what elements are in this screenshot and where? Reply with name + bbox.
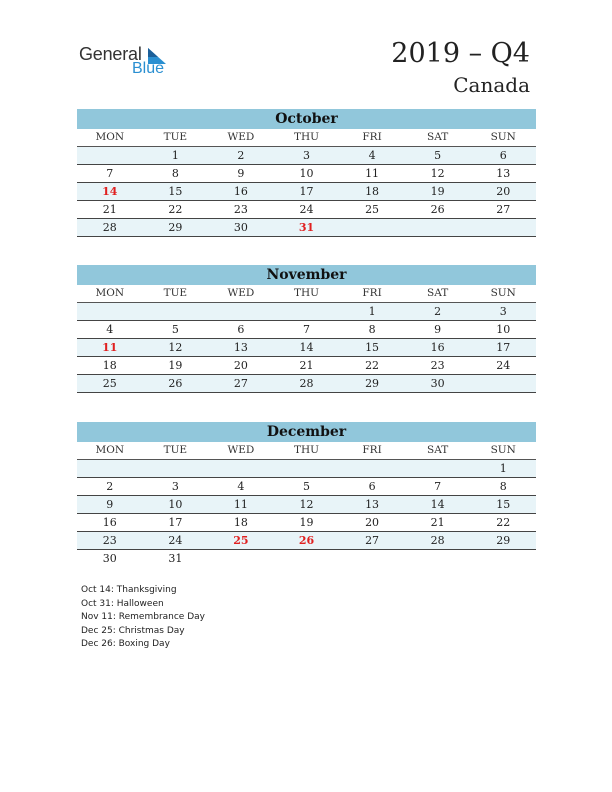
weekday-label: TUE bbox=[163, 131, 188, 143]
logo-word-blue: Blue bbox=[132, 60, 165, 77]
logo-word-general: General bbox=[79, 44, 142, 64]
weekday-label: FRI bbox=[362, 287, 382, 299]
day-cell: 12 bbox=[168, 341, 183, 354]
day-cell: 28 bbox=[102, 221, 117, 234]
day-cell bbox=[77, 147, 143, 164]
week-row bbox=[77, 321, 536, 339]
month-november bbox=[77, 265, 536, 393]
day-cell: 29 bbox=[496, 534, 511, 547]
holiday-note: Oct 31: Halloween bbox=[81, 598, 164, 609]
holiday-day-cell: 14 bbox=[102, 185, 118, 198]
day-cell: 10 bbox=[299, 167, 314, 180]
day-cell: 10 bbox=[168, 498, 183, 511]
day-cell bbox=[339, 550, 405, 567]
weekday-label: THU bbox=[293, 444, 319, 456]
week-row bbox=[77, 357, 536, 375]
day-cell: 5 bbox=[302, 480, 310, 493]
holiday-note: Dec 25: Christmas Day bbox=[81, 625, 185, 636]
weekday-label: FRI bbox=[362, 444, 382, 456]
day-cell: 11 bbox=[233, 498, 248, 511]
day-cell: 16 bbox=[430, 341, 445, 354]
day-cell: 30 bbox=[233, 221, 248, 234]
weekday-label: WED bbox=[227, 444, 255, 456]
day-cell: 28 bbox=[299, 377, 314, 390]
day-cell: 21 bbox=[430, 516, 445, 529]
day-cell: 5 bbox=[434, 149, 442, 162]
weekday-label: SAT bbox=[427, 444, 449, 456]
month-title: December bbox=[77, 422, 536, 442]
day-cell: 18 bbox=[233, 516, 248, 529]
weekday-header-row bbox=[77, 129, 536, 147]
day-cell: 27 bbox=[496, 203, 511, 216]
holiday-day-cell: 25 bbox=[233, 534, 249, 547]
day-cell: 2 bbox=[237, 149, 245, 162]
holiday-day-cell: 31 bbox=[298, 221, 315, 234]
day-cell bbox=[274, 303, 340, 320]
day-cell: 3 bbox=[302, 149, 310, 162]
week-row bbox=[77, 339, 536, 357]
day-cell: 24 bbox=[168, 534, 183, 547]
month-title: October bbox=[77, 109, 536, 129]
day-cell bbox=[77, 303, 143, 320]
week-row bbox=[77, 303, 536, 321]
day-cell: 30 bbox=[430, 377, 445, 390]
day-cell: 9 bbox=[434, 323, 442, 336]
day-cell: 7 bbox=[106, 167, 114, 180]
week-row bbox=[77, 550, 536, 567]
day-cell: 23 bbox=[430, 359, 445, 372]
week-row bbox=[77, 201, 536, 219]
day-cell: 27 bbox=[365, 534, 380, 547]
day-cell: 19 bbox=[168, 359, 183, 372]
month-october bbox=[77, 109, 536, 237]
logo bbox=[79, 44, 189, 80]
weekday-label: WED bbox=[227, 287, 255, 299]
day-cell bbox=[405, 550, 471, 567]
day-cell: 17 bbox=[299, 185, 314, 198]
day-cell: 28 bbox=[430, 534, 445, 547]
day-cell: 15 bbox=[496, 498, 511, 511]
day-cell bbox=[470, 375, 536, 392]
day-cell bbox=[143, 460, 209, 477]
page-subtitle: Canada bbox=[453, 73, 530, 97]
day-cell: 6 bbox=[499, 149, 507, 162]
week-row bbox=[77, 165, 536, 183]
day-cell: 24 bbox=[496, 359, 511, 372]
day-cell: 7 bbox=[302, 323, 310, 336]
day-cell: 15 bbox=[365, 341, 380, 354]
day-cell: 29 bbox=[365, 377, 380, 390]
day-cell: 22 bbox=[496, 516, 511, 529]
weekday-label: TUE bbox=[163, 444, 188, 456]
holiday-day-cell: 11 bbox=[102, 341, 118, 354]
day-cell: 1 bbox=[368, 305, 376, 318]
day-cell: 22 bbox=[365, 359, 380, 372]
day-cell: 12 bbox=[299, 498, 314, 511]
day-cell: 26 bbox=[168, 377, 183, 390]
day-cell: 20 bbox=[233, 359, 248, 372]
day-cell: 13 bbox=[233, 341, 248, 354]
day-cell: 14 bbox=[299, 341, 314, 354]
week-row bbox=[77, 219, 536, 237]
day-cell bbox=[339, 460, 405, 477]
weekday-label: THU bbox=[293, 131, 319, 143]
day-cell: 29 bbox=[168, 221, 183, 234]
day-cell: 20 bbox=[496, 185, 511, 198]
holiday-note: Dec 26: Boxing Day bbox=[81, 639, 170, 649]
day-cell: 30 bbox=[102, 552, 117, 565]
holiday-note: Oct 14: Thanksgiving bbox=[81, 585, 177, 595]
day-cell: 5 bbox=[171, 323, 179, 336]
weekday-label: MON bbox=[95, 444, 125, 456]
day-cell bbox=[208, 460, 274, 477]
day-cell: 4 bbox=[106, 323, 114, 336]
weekday-header-row bbox=[77, 442, 536, 460]
month-december bbox=[77, 422, 536, 567]
day-cell: 3 bbox=[171, 480, 179, 493]
week-row bbox=[77, 514, 536, 532]
day-cell bbox=[470, 219, 536, 236]
day-cell: 1 bbox=[171, 149, 179, 162]
weekday-label: FRI bbox=[362, 131, 382, 143]
month-title: November bbox=[77, 265, 536, 285]
weekday-header-row bbox=[77, 285, 536, 303]
day-cell: 19 bbox=[299, 516, 314, 529]
day-cell: 8 bbox=[499, 480, 507, 493]
week-row bbox=[77, 478, 536, 496]
day-cell: 7 bbox=[434, 480, 442, 493]
week-row bbox=[77, 183, 536, 201]
week-row bbox=[77, 147, 536, 165]
day-cell: 19 bbox=[430, 185, 445, 198]
day-cell: 2 bbox=[106, 480, 114, 493]
weekday-label: THU bbox=[293, 287, 319, 299]
day-cell: 8 bbox=[368, 323, 376, 336]
day-cell bbox=[77, 460, 143, 477]
day-cell bbox=[208, 303, 274, 320]
holiday-note: Nov 11: Remembrance Day bbox=[81, 612, 205, 622]
day-cell: 23 bbox=[233, 203, 248, 216]
weekday-label: SAT bbox=[427, 287, 449, 299]
day-cell: 21 bbox=[102, 203, 117, 216]
weekday-label: SUN bbox=[490, 444, 516, 456]
day-cell: 9 bbox=[106, 498, 114, 511]
holiday-notes bbox=[81, 584, 205, 652]
day-cell: 22 bbox=[168, 203, 183, 216]
day-cell bbox=[339, 219, 405, 236]
day-cell: 25 bbox=[365, 203, 380, 216]
day-cell: 6 bbox=[368, 480, 376, 493]
day-cell bbox=[405, 460, 471, 477]
day-cell: 21 bbox=[299, 359, 314, 372]
day-cell bbox=[274, 460, 340, 477]
weekday-label: SUN bbox=[490, 287, 516, 299]
day-cell: 4 bbox=[237, 480, 245, 493]
day-cell bbox=[405, 219, 471, 236]
week-row bbox=[77, 496, 536, 514]
day-cell: 8 bbox=[171, 167, 179, 180]
day-cell: 15 bbox=[168, 185, 183, 198]
day-cell: 17 bbox=[496, 341, 511, 354]
day-cell: 6 bbox=[237, 323, 245, 336]
day-cell: 20 bbox=[365, 516, 380, 529]
week-row bbox=[77, 532, 536, 550]
day-cell: 17 bbox=[168, 516, 183, 529]
day-cell bbox=[470, 550, 536, 567]
day-cell: 16 bbox=[102, 516, 117, 529]
weekday-label: SUN bbox=[490, 131, 516, 143]
day-cell: 9 bbox=[237, 167, 245, 180]
day-cell: 4 bbox=[368, 149, 376, 162]
weekday-label: MON bbox=[95, 131, 125, 143]
day-cell: 14 bbox=[430, 498, 445, 511]
weekday-label: MON bbox=[95, 287, 125, 299]
day-cell: 25 bbox=[102, 377, 117, 390]
day-cell: 11 bbox=[365, 167, 380, 180]
day-cell: 23 bbox=[102, 534, 117, 547]
day-cell bbox=[274, 550, 340, 567]
day-cell bbox=[208, 550, 274, 567]
day-cell: 26 bbox=[430, 203, 445, 216]
day-cell: 24 bbox=[299, 203, 314, 216]
day-cell bbox=[143, 303, 209, 320]
day-cell: 16 bbox=[233, 185, 248, 198]
day-cell: 31 bbox=[168, 552, 183, 565]
weekday-label: TUE bbox=[163, 287, 188, 299]
weekday-label: SAT bbox=[427, 131, 449, 143]
day-cell: 18 bbox=[365, 185, 380, 198]
day-cell: 18 bbox=[102, 359, 117, 372]
day-cell: 27 bbox=[233, 377, 248, 390]
day-cell: 10 bbox=[496, 323, 511, 336]
day-cell: 12 bbox=[430, 167, 445, 180]
day-cell: 1 bbox=[499, 462, 507, 475]
day-cell: 13 bbox=[496, 167, 511, 180]
week-row bbox=[77, 460, 536, 478]
weekday-label: WED bbox=[227, 131, 255, 143]
day-cell: 2 bbox=[434, 305, 442, 318]
holiday-day-cell: 26 bbox=[298, 534, 315, 547]
day-cell: 3 bbox=[499, 305, 507, 318]
page-title: 2019 – Q4 bbox=[391, 38, 530, 69]
week-row bbox=[77, 375, 536, 393]
day-cell: 13 bbox=[365, 498, 380, 511]
